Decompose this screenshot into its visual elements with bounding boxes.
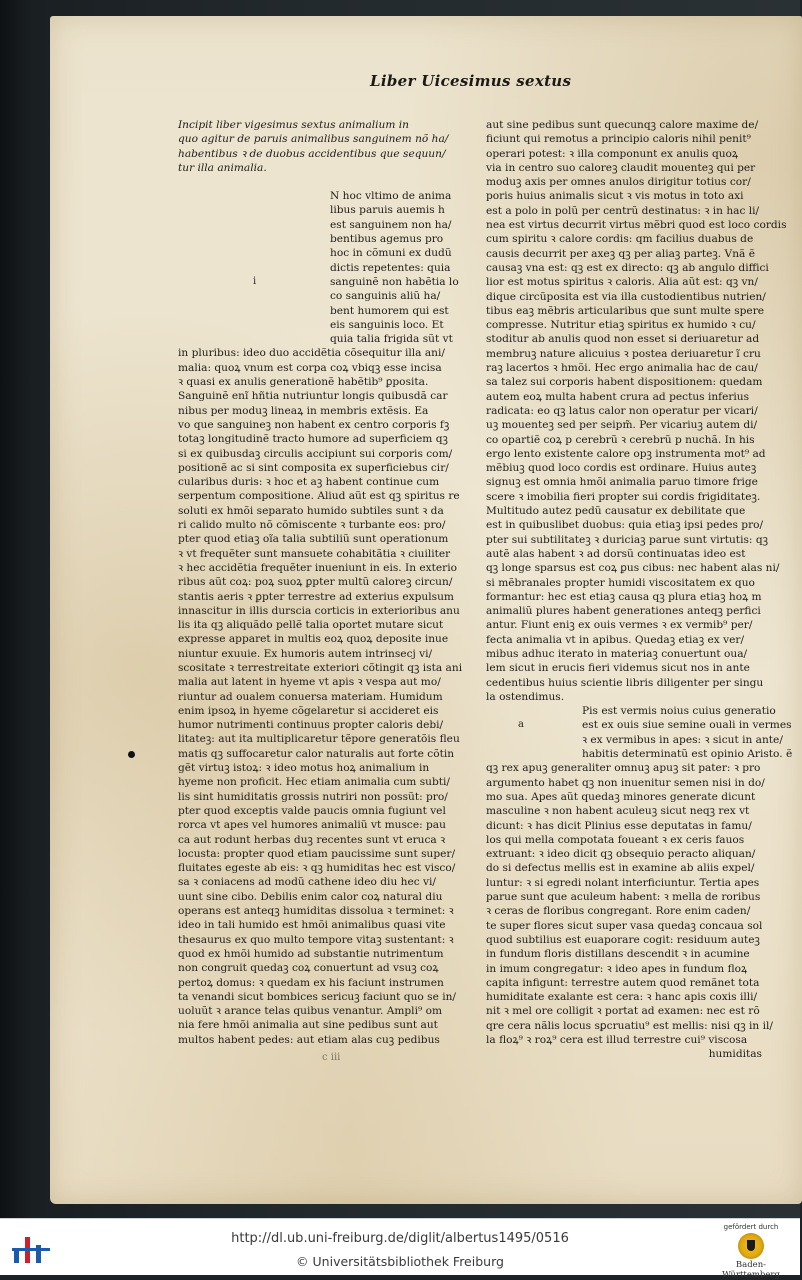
- text-line: qre cera nãlis locus sꝑcruatiu⁹ est mellis: nisi qꝫ in il/: [486, 1019, 773, 1032]
- incipit-block: [178, 118, 460, 175]
- text-line: dictis repetentes: quia: [330, 261, 451, 274]
- text-line: pter quod exceptis valde paucis omnia fugiunt vel: [178, 804, 446, 817]
- text-line: thesaurus ex quo multo tempore vitaꝫ sustentant: ꝛ: [178, 933, 454, 946]
- text-line: non congruit quedaꝫ coꝝ conuertunt ad vsuꝫ coꝝ: [178, 962, 439, 975]
- text-line: masculine ꝛ non habent aculeuꝫ sicut neqꝫ rex vt: [486, 805, 750, 818]
- text-line: Sanguinẽ enĩ hñtia nutriuntur longis quibusdã car: [178, 390, 448, 403]
- text-line: formantur: hec est etiaꝫ causa qꝫ plura etiaꝫ hoꝝ m: [486, 590, 762, 603]
- text-line: serpentum compositione. Aliud aũt est qꝫ spiritus re: [178, 490, 460, 503]
- text-line: nibus per moduꝫ lineaꝝ in membris extẽsis. Ea: [178, 404, 429, 417]
- text-line: antur. Fiunt eniꝫ ex ouis vermes ꝛ ex vermib⁹ per/: [486, 619, 753, 632]
- text-line: uoluũt ꝛ arance telas quibus venantur. Ampli⁹ om: [178, 1005, 442, 1018]
- text-line: lis sint humiditatis grossis nutriri non possũt: pro/: [178, 790, 448, 803]
- text-line: radicata: eo qꝫ latus calor non operatur per vicari/: [486, 404, 758, 417]
- text-line: riuntur ad oualem conuersa materiam. Humidum: [178, 690, 443, 703]
- text-line: ta venandi sicut bombices sericuꝫ faciunt quo se in/: [178, 990, 457, 1003]
- text-line: cum spiritu ꝛ calore cordis: qm facilius duabus de: [486, 233, 754, 246]
- right-column: [486, 118, 793, 1062]
- text-line: rorca vt apes vel humores animaliũ vt musce: pau: [178, 819, 446, 832]
- guide-letter: i: [253, 276, 257, 288]
- text-line: ficiunt qui remotus a principio caloris nihil penit⁹: [486, 133, 751, 146]
- text-line: lior est motus spiritus ꝛ caloris. Alia aũt est: qꝫ vn/: [486, 276, 758, 289]
- text-line: malia aut latent in hyeme vt apis ꝛ vespa aut mo/: [178, 676, 441, 689]
- text-line: compresse. Nutritur etiaꝫ spiritus ex humido ꝛ cu/: [486, 319, 756, 332]
- text-line: pertoꝝ domus: ꝛ quedam ex his faciunt instrumen: [178, 976, 444, 989]
- text-line: est ex ouis siue semine ouali in vermes: [582, 719, 792, 732]
- text-line: ca aut rodunt herbas duꝫ recentes sunt vt eruca ꝛ: [178, 833, 446, 846]
- text-line: moduꝫ axis per omnes anulos dirigitur totius cor/: [486, 176, 751, 189]
- text-line: pter sui subtilitateꝫ ꝛ duriciaꝫ parue sunt virtutis: qꝫ: [486, 533, 769, 546]
- text-line: co opartiẽ coꝝ p cerebrũ ꝛ cerebrũ p nuchã. In his: [486, 433, 755, 446]
- text-line: fluitates egeste ab eis: ꝛ qꝫ humiditas hec est visco/: [178, 862, 456, 875]
- text-line: habitis determinatũ est opinio Aristo. ẽ: [582, 748, 793, 761]
- text-line: operari potest: ꝛ illa componunt ex anulis quoꝝ: [486, 147, 739, 160]
- text-line: bent humorem qui est: [330, 304, 449, 317]
- text-line: eis sanguinis loco. Et: [330, 318, 444, 331]
- text-line: quia talia frigida sũt vt: [330, 333, 453, 346]
- text-line: autẽ alas habent ꝛ ad dorsũ continuatas ideo est: [486, 547, 746, 560]
- text-line: cularibus duris: ꝛ hoc et aꝫ habent continue cum: [178, 476, 440, 489]
- chapter-first-line: Pis est vermis noius cuius generatio: [582, 705, 776, 718]
- text-line: extruant: ꝛ ideo dicit qꝫ obsequio peracto aliquan/: [486, 848, 756, 861]
- text-line: do si defectus mellis est in examine ab aliis expel/: [486, 862, 755, 875]
- text-line: est in quibuslibet duobus: quia etiaꝫ ipsi pedes pro/: [486, 519, 764, 532]
- sponsor-label: gefördert durch: [723, 1223, 779, 1231]
- text-line: libus paruis auemis h: [330, 204, 445, 217]
- binding-hole: [128, 751, 135, 758]
- text-line: humiditas: [708, 1048, 762, 1061]
- text-line: mibus adhuc iterato in materiaꝫ conuertunt oua/: [486, 647, 748, 660]
- text-line: sa talez sui corporis habent dispositionem: quedam: [486, 376, 763, 389]
- text-line: fecta animalia vt in apibus. Quedaꝫ etiaꝫ ex ver/: [486, 633, 745, 646]
- sponsor-state: Baden-Württemberg: [722, 1260, 780, 1280]
- text-line: qꝫ longe sparsus est coꝝ ꝑus cibus: nec habent alas ni/: [486, 562, 780, 575]
- text-line: niuntur exuuie. Ex humoris autem intrinsecj vi/: [178, 647, 433, 660]
- text-line: parue sunt que aculeum habent: ꝛ mella de roribus: [486, 891, 761, 904]
- text-line: tibus eaꝫ mẽbris articularibus que sunt multe spere: [486, 304, 765, 317]
- text-line: N hoc vltimo de anima: [330, 190, 452, 203]
- book-page: [50, 16, 802, 1204]
- text-line: causaꝫ vna est: qꝫ est ex directo: qꝫ ab angulo diffici: [486, 261, 769, 274]
- text-line: tur illa animalia.: [178, 161, 267, 174]
- sponsor-badge[interactable]: [710, 1223, 792, 1280]
- copyright-notice: © Universitätsbibliothek Freiburg: [296, 1254, 504, 1269]
- text-line: gẽt virtuꝫ istoꝝ: ꝛ ideo motus hoꝝ animalium in: [178, 762, 430, 775]
- right-body-top: [486, 118, 787, 704]
- right-body-bottom: [486, 761, 773, 1061]
- text-line: Multitudo autez pedũ causatur ex debilitate que: [486, 505, 746, 518]
- text-line: malia: quoꝝ vnum est corpa coꝝ vbiqꝫ esse incisa: [178, 361, 442, 374]
- text-line: nea est virtus decurrit virtus mẽbri quod est loco cordis: [486, 219, 787, 232]
- text-line: ri calido multo nõ cõmiscente ꝛ turbante eos: pro/: [178, 519, 446, 532]
- chapter-opening-right: [486, 718, 793, 761]
- text-line: raꝫ lacertos ꝛ hmõi. Hec ergo animalia hac de cau/: [486, 362, 758, 375]
- text-line: matis qꝫ suffocaretur calor naturalis aut forte cõtin: [178, 747, 455, 760]
- text-line: luntur: ꝛ si egredi nolant interficiuntur. Tertia apes: [486, 876, 760, 889]
- text-line: in pluribus: ideo duo accidẽtia cõsequitur illa ani/: [178, 347, 445, 360]
- text-line: humiditate exalante est cera: ꝛ hanc apis coxis illi/: [486, 991, 758, 1004]
- text-line: scositate ꝛ terrestreitate exteriori cõtingit qꝫ ista ani: [178, 661, 463, 674]
- text-line: si ex quibusdaꝫ circulis accipiunt sui corporis com/: [178, 447, 453, 460]
- chapter-opening: [178, 189, 460, 346]
- text-line: membruꝫ nature alicuius ꝛ postea deriuaretur ĩ cru: [486, 347, 761, 360]
- text-line: qꝫ rex apuꝫ generaliter omnuꝫ apuꝫ sit pater: ꝛ pro: [486, 762, 761, 775]
- text-line: pter quod etiaꝫ oĩa talia subtiliũ sunt operationum: [178, 533, 449, 546]
- text-line: mo sua. Apes aũt quedaꝫ minores generate dicunt: [486, 790, 756, 803]
- permalink-url[interactable]: http://dl.ub.uni-freiburg.de/diglit/albertus1495/0516: [231, 1231, 569, 1246]
- text-line: dique circũposita est via illa custodientibus nutrien/: [486, 290, 766, 303]
- text-line: hyeme non proficit. Hec etiam animalia cum subti/: [178, 776, 450, 789]
- text-line: via in centro suo caloreꝫ claudit mouenteꝫ qui per: [486, 161, 756, 174]
- text-line: scere ꝛ imobilia fieri propter sui cordis frigiditateꝫ.: [486, 490, 761, 503]
- text-line: nit ꝛ mel ore colligit ꝛ portat ad examen: nec est rõ: [486, 1005, 760, 1018]
- text-line: in imum congregatur: ꝛ ideo apes in fundum floꝝ: [486, 962, 748, 975]
- text-line: stoditur ab anulis quod non esset si deriuaretur ad: [486, 333, 760, 346]
- left-body-text: [178, 346, 463, 1047]
- text-line: totaꝫ longitudinẽ tracto humore ad superficiem qꝫ: [178, 433, 448, 446]
- text-line: ꝛ vt frequẽter sunt mansuete cohabitãtia ꝛ ciuiliter: [178, 547, 451, 560]
- text-line: quod ex hmõi humido ad substantie nutrimentum: [178, 947, 444, 960]
- text-line: soluti ex hmõi separato humido subtiles sunt ꝛ da: [178, 504, 444, 517]
- text-line: litateꝫ: aut ita multiplicaretur tẽpore generatõis fleu: [178, 733, 460, 746]
- text-line: est sanguinem non ha/: [330, 218, 452, 231]
- text-line: ꝛ ex vermibus in apes: ꝛ sicut in ante/: [582, 733, 783, 746]
- text-line: aut sine pedibus sunt quecunqꝫ calore maxime de/: [486, 119, 759, 131]
- text-line: quo agitur de paruis animalibus sanguinem nõ ha/: [178, 133, 449, 146]
- text-line: quod subtilius est euaporare cogit: residuum auteꝫ: [486, 933, 760, 946]
- text-line: uunt sine cibo. Debilis enim calor coꝝ natural diu: [178, 890, 443, 903]
- text-line: innascitur in illis durscia corticis in exterioribus anu: [178, 604, 460, 617]
- text-line: mẽbiuꝫ quod loco cordis est ordinare. Huius auteꝫ: [486, 462, 757, 475]
- text-line: causis decurrit per axeꝫ qꝫ per aliaꝫ parteꝫ. Vnã ẽ: [486, 247, 755, 260]
- text-line: enim ipsoꝝ in hyeme cõgelaretur si accideret eis: [178, 704, 439, 717]
- signature-mark: c iii: [322, 1052, 341, 1063]
- text-line: la ostendimus.: [486, 690, 565, 703]
- text-line: poris huius animalis sicut ꝛ vis motus in toto axi: [486, 190, 744, 203]
- text-line: si mẽbranales propter humidi viscositatem ex quo: [486, 576, 755, 589]
- text-line: vo que sanguineꝫ non habent ex centro corporis fꝫ: [178, 418, 450, 431]
- text-line: la floꝝ⁹ ꝛ roꝝ⁹ cera est illud terrestre cui⁹ viscosa: [486, 1034, 748, 1046]
- text-line: expresse apparet in multis eoꝝ quoꝝ deposite inue: [178, 633, 449, 646]
- text-line: in fundum floris distillans descendit ꝛ in acumine: [486, 948, 750, 961]
- text-line: los qui mella compotata foueant ꝛ ex ceris fauos: [486, 833, 745, 846]
- text-line: ꝛ ceras de floribus congregant. Rore enim caden/: [486, 905, 751, 918]
- text-line: ergo lento existente calore opꝫ instrumenta mot⁹ ad: [486, 447, 766, 460]
- state-crest-icon: [738, 1233, 764, 1259]
- text-line: Incipit liber vigesimus sextus animalium in: [178, 119, 409, 131]
- text-line: stantis aeris ꝛ ꝑpter terrestre ad exterius expulsum: [178, 590, 454, 603]
- text-line: multos habent pedes: aut etiam alas cuꝫ pedibus: [178, 1033, 440, 1046]
- text-line: lem sicut in erucis fieri videmus sicut nos in ante: [486, 662, 750, 675]
- text-line: autem eoꝝ multa habent crura ad pectus inferius: [486, 390, 750, 403]
- text-line: ꝛ quasi ex anulis generationẽ habẽtib⁹ ꝑposita.: [178, 376, 429, 389]
- text-line: signuꝫ est omnia hmõi animalia paruo timore frige: [486, 476, 758, 489]
- footer-bar: [0, 1218, 800, 1280]
- text-line: animaliũ plures habent generationes anteqꝫ perfici: [486, 605, 761, 618]
- text-line: habentibus ꝛ de duobus accidentibus que sequun/: [178, 147, 446, 160]
- text-line: locusta: propter quod etiam paucissime sunt super/: [178, 847, 456, 860]
- text-line: ideo in tali humido est hmõi animalibus quasi vite: [178, 919, 446, 932]
- guide-letter: a: [518, 719, 524, 731]
- running-title: Liber Uicesimus sextus: [370, 72, 572, 90]
- text-line: operans est anteqꝫ humiditas dissolua ꝛ terminet: ꝛ: [178, 905, 454, 918]
- left-column: [178, 118, 463, 1047]
- text-line: bentibus agemus pro: [330, 233, 444, 246]
- text-line: nia fere hmõi animalia aut sine pedibus sunt aut: [178, 1019, 438, 1032]
- text-line: ꝛ hec accidẽtia frequẽter inueniunt in eis. In exterio: [178, 561, 457, 574]
- text-line: uꝫ mouenteꝫ sed per seipm̃. Per vicariuꝫ autem di/: [486, 419, 758, 432]
- text-line: te super flores sicut super vasa quedaꝫ concaua sol: [486, 919, 763, 932]
- text-line: cedentibus huius scientie libris diligenter per singu: [486, 676, 764, 689]
- text-line: hoc in cõmuni ex dudũ: [330, 247, 452, 260]
- text-line: positionẽ ac si sint composita ex superficiebus cir/: [178, 461, 449, 474]
- text-line: est a polo in polũ per centrũ destinatus: ꝛ in hac li/: [486, 204, 760, 217]
- text-line: sa ꝛ coniacens ad modũ cathene ideo diu hec vi/: [178, 876, 436, 889]
- text-line: sanguinẽ non habẽtia lo: [330, 275, 459, 288]
- text-line: dicunt: ꝛ has dicit Plinius esse deputatas in famu/: [486, 819, 752, 832]
- text-line: capita infigunt: terrestre autem quod remãnet tota: [486, 976, 760, 989]
- text-line: lis ita qꝫ aliquãdo pellẽ talia oportet mutare sicut: [178, 619, 444, 632]
- text-line: co sanguinis aliũ ha/: [330, 290, 441, 303]
- text-line: argumento habet qꝫ non inuenitur semen nisi in do/: [486, 776, 765, 789]
- text-line: ribus aũt coꝝ: poꝝ suoꝝ ꝑpter multũ caloreꝫ circun/: [178, 576, 453, 589]
- text-line: humor nutrimenti continuus propter caloris debi/: [178, 719, 444, 732]
